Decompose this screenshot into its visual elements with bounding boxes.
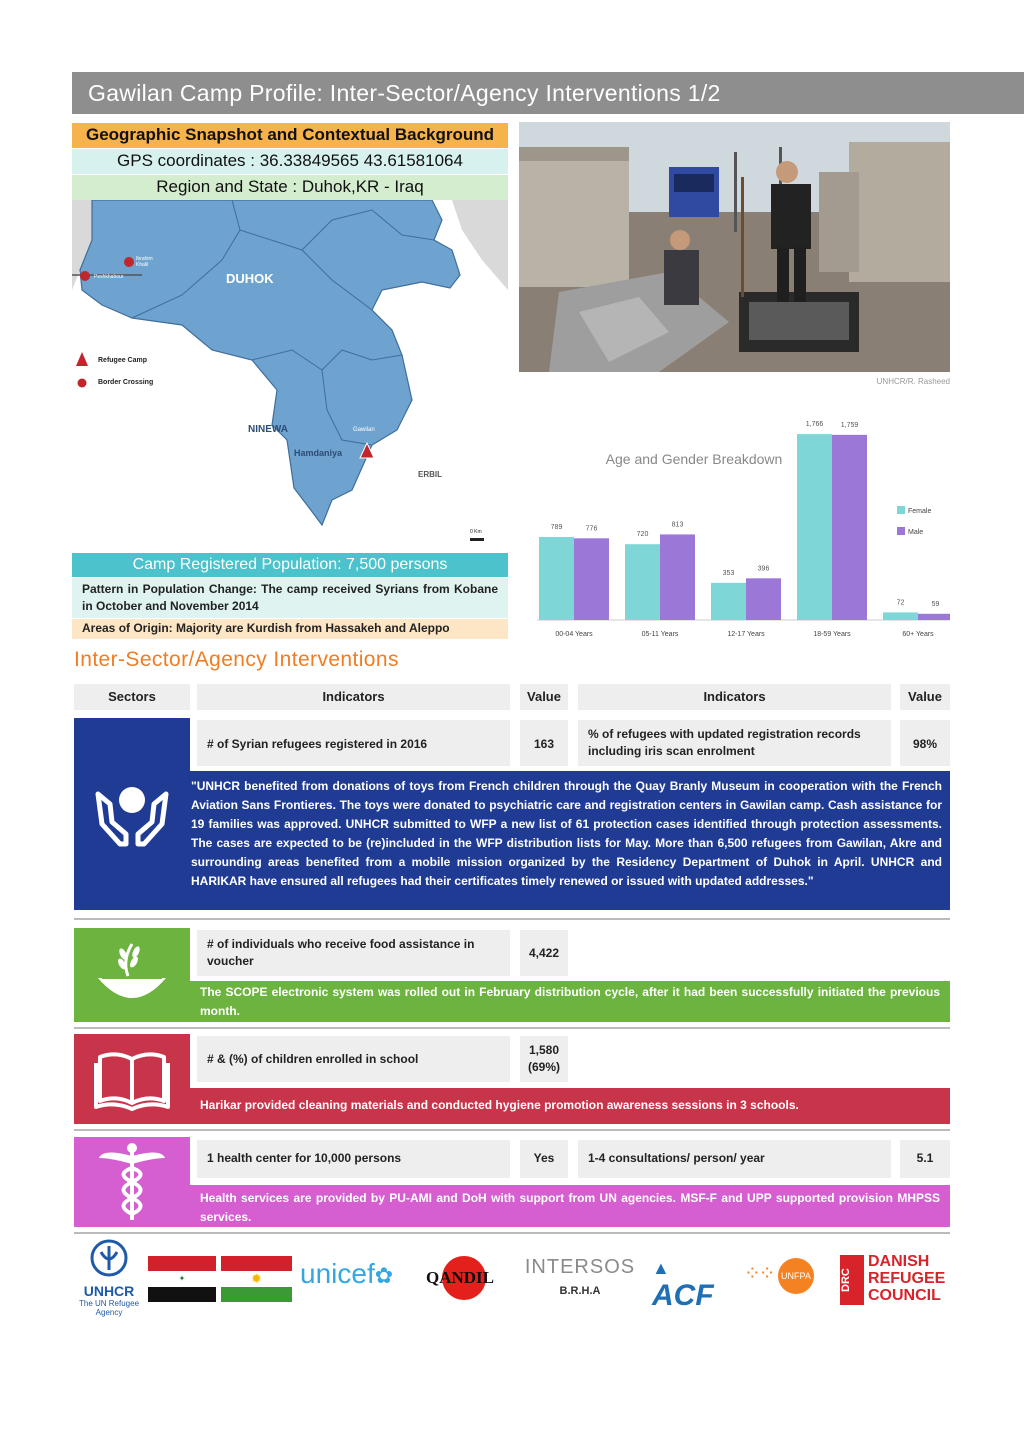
unfpa-logo-text: UNFPA xyxy=(778,1258,814,1294)
unhcr-logo-subtext: The UN Refugee Agency xyxy=(78,1299,140,1317)
health-value-1: Yes xyxy=(520,1140,568,1178)
wheat-bowl-icon xyxy=(92,940,172,1010)
hands-protection-icon xyxy=(92,774,172,854)
intersos-logo xyxy=(518,1256,642,1306)
map-label-peshkhabour: Peshkhabour xyxy=(94,274,124,280)
data-label-female-4: 72 xyxy=(896,599,905,607)
health-note: Health services are provided by PU-AMI and DoH with support from UN agencies. MSF-F and UPP supported provision MHPSS services. xyxy=(190,1185,950,1227)
food-sector xyxy=(74,928,190,1022)
drc-logo xyxy=(840,1253,952,1307)
drc-logo-text-1: DANISH xyxy=(868,1253,930,1270)
acf-logo xyxy=(652,1258,734,1312)
x-tick-label-1: 05-11 Years xyxy=(641,631,679,638)
protection-note: "UNHCR benefited from donations of toys from French children through the Quay Branly Museum in cooperation with the French Aviation Sans Frontieres. The toys were donated to psychiatric care and registration centers in Gawilan camp. Cash assistance for 19 families was approved. UNHCR submitted to WFP a new list of 61 protection cases identified through protection assessments. The cases are expected to be (re)included in the WFP distribution lists for May. More than 6,500 refugees from Gawilan, Akre and surrounding areas benefited from a mobile mission organized by the Residency Department of Duhok in April. UNHCR and HARIKAR have ensured all refugees had their certificates timely renewed or issued with updated addresses." xyxy=(183,771,950,910)
drc-mark: DRC xyxy=(840,1255,864,1305)
map-label-hamdaniya: Hamdaniya xyxy=(294,448,343,458)
registered-population: Camp Registered Population: 7,500 persons xyxy=(72,553,508,577)
protection-sector xyxy=(74,718,190,910)
caduceus-icon xyxy=(97,1142,167,1222)
map-label-ninewa: NINEWA xyxy=(248,424,288,435)
food-note: The SCOPE electronic system was rolled out in February distribution cycle, after it had been successfully initiated the previous month. xyxy=(190,981,950,1022)
data-label-male-3: 1,759 xyxy=(840,421,859,429)
legend-border-crossing: Border Crossing xyxy=(98,379,154,386)
photo-credit: UNHCR/R. Rasheed xyxy=(876,377,950,386)
education-value-1: 1,580 (69%) xyxy=(520,1036,568,1082)
unhcr-logo xyxy=(74,1238,144,1320)
education-sector xyxy=(74,1034,190,1124)
unfpa-logo xyxy=(744,1258,826,1298)
map-label-erbil: ERBIL xyxy=(418,470,442,479)
brha-logo-text: B.R.H.A xyxy=(559,1285,601,1297)
acf-drop-icon: ▲ xyxy=(652,1258,670,1278)
protection-value-2: 98% xyxy=(900,720,950,766)
intersos-logo-text: INTERSOS xyxy=(524,1256,636,1278)
data-label-female-1: 720 xyxy=(636,531,649,539)
bar-female-4 xyxy=(883,612,918,620)
unicef-logo-text: unicef xyxy=(300,1258,375,1289)
bar-male-2 xyxy=(746,578,781,620)
bar-male-3 xyxy=(832,435,867,620)
header-indicators-1: Indicators xyxy=(197,684,510,710)
map-label-ibrahim-khalil: Ibrahim Khalil xyxy=(136,256,153,268)
protection-indicator-2: % of refugees with updated registration records including iris scan enrolment xyxy=(578,720,891,766)
bar-female-0 xyxy=(539,537,574,620)
food-value-1: 4,422 xyxy=(520,930,568,976)
chart-title: Age and Gender Breakdown xyxy=(605,451,783,467)
population-change-pattern: Pattern in Population Change: The camp received Syrians from Kobane in October and November 2014 xyxy=(72,578,508,618)
unhcr-emblem-icon xyxy=(89,1238,129,1278)
x-tick-label-0: 00-04 Years xyxy=(555,631,593,638)
map-scale-label: 0 Km xyxy=(470,529,482,535)
unicef-logo xyxy=(300,1258,418,1298)
bar-female-1 xyxy=(625,544,660,620)
food-indicator-1: # of individuals who receive food assistance in voucher xyxy=(197,930,510,976)
unfpa-dots-icon: ⁘⁘ xyxy=(744,1263,774,1286)
acf-logo-text: ACF xyxy=(652,1279,714,1312)
location-map xyxy=(72,200,508,552)
header-value-2: Value xyxy=(900,684,950,710)
data-label-male-4: 59 xyxy=(931,600,940,608)
health-indicator-1: 1 health center for 10,000 persons xyxy=(197,1140,510,1178)
open-book-icon xyxy=(92,1047,172,1111)
unhcr-logo-text: UNHCR xyxy=(83,1283,135,1299)
health-value-2: 5.1 xyxy=(900,1140,950,1178)
header-sectors: Sectors xyxy=(74,684,190,710)
x-tick-label-3: 18-59 Years xyxy=(813,631,851,638)
age-gender-chart xyxy=(519,396,950,646)
divider xyxy=(74,918,950,920)
legend-swatch-male xyxy=(897,527,905,535)
snapshot-heading: Geographic Snapshot and Contextual Background xyxy=(72,123,508,148)
drc-logo-text-3: COUNCIL xyxy=(868,1287,941,1304)
divider xyxy=(74,1232,950,1234)
interventions-heading: Inter-Sector/Agency Interventions xyxy=(74,648,399,671)
bar-male-1 xyxy=(660,534,695,620)
bar-female-2 xyxy=(711,583,746,620)
protection-indicator-1: # of Syrian refugees registered in 2016 xyxy=(197,720,510,766)
qandil-logo xyxy=(426,1254,516,1304)
legend-refugee-camp: Refugee Camp xyxy=(98,357,148,364)
data-label-female-2: 353 xyxy=(722,569,735,577)
education-note: Harikar provided cleaning materials and conducted hygiene promotion awareness sessions in 3 schools. xyxy=(190,1088,950,1124)
camp-photo xyxy=(519,122,950,372)
bar-male-0 xyxy=(574,538,609,620)
unicef-emblem-icon: ✿ xyxy=(374,1263,394,1288)
bar-female-3 xyxy=(797,434,832,620)
legend-label-female: Female xyxy=(908,508,932,515)
region-state: Region and State : Duhok,KR - Iraq xyxy=(72,175,508,200)
x-tick-label-4: 60+ Years xyxy=(902,631,934,638)
health-sector xyxy=(74,1137,190,1227)
page-title-bar xyxy=(72,72,1024,114)
legend-label-male: Male xyxy=(908,529,924,536)
iraq-flag-icon: ✦ xyxy=(148,1256,216,1302)
divider xyxy=(74,1027,950,1029)
health-indicator-2: 1-4 consultations/ person/ year xyxy=(578,1140,891,1178)
data-label-female-0: 789 xyxy=(550,523,563,531)
gps-coordinates: GPS coordinates : 36.33849565 43.61581064 xyxy=(72,149,508,174)
legend-swatch-female xyxy=(897,506,905,514)
qandil-logo-text: QANDIL xyxy=(426,1268,495,1287)
data-label-female-3: 1,766 xyxy=(805,421,824,429)
data-label-male-1: 813 xyxy=(671,521,684,529)
map-label-gawilan: Gawilan xyxy=(353,427,375,433)
areas-of-origin: Areas of Origin: Majority are Kurdish from Hassakeh and Aleppo xyxy=(72,619,508,639)
bar-male-4 xyxy=(918,614,950,620)
data-label-male-0: 776 xyxy=(585,525,598,533)
border-crossing-legend-icon xyxy=(78,379,87,388)
page-title: Gawilan Camp Profile: Inter-Sector/Agency Interventions 1/2 xyxy=(88,80,721,106)
drc-logo-text-2: REFUGEE xyxy=(868,1270,946,1287)
protection-value-1: 163 xyxy=(520,720,568,766)
header-value-1: Value xyxy=(520,684,568,710)
education-indicator-1: # & (%) of children enrolled in school xyxy=(197,1036,510,1082)
data-label-male-2: 396 xyxy=(757,565,770,573)
map-label-duhok: DUHOK xyxy=(226,271,274,286)
kurdistan-flag-icon: ✹ xyxy=(221,1256,292,1302)
divider xyxy=(74,1129,950,1131)
x-tick-label-2: 12-17 Years xyxy=(727,631,765,638)
header-indicators-2: Indicators xyxy=(578,684,891,710)
